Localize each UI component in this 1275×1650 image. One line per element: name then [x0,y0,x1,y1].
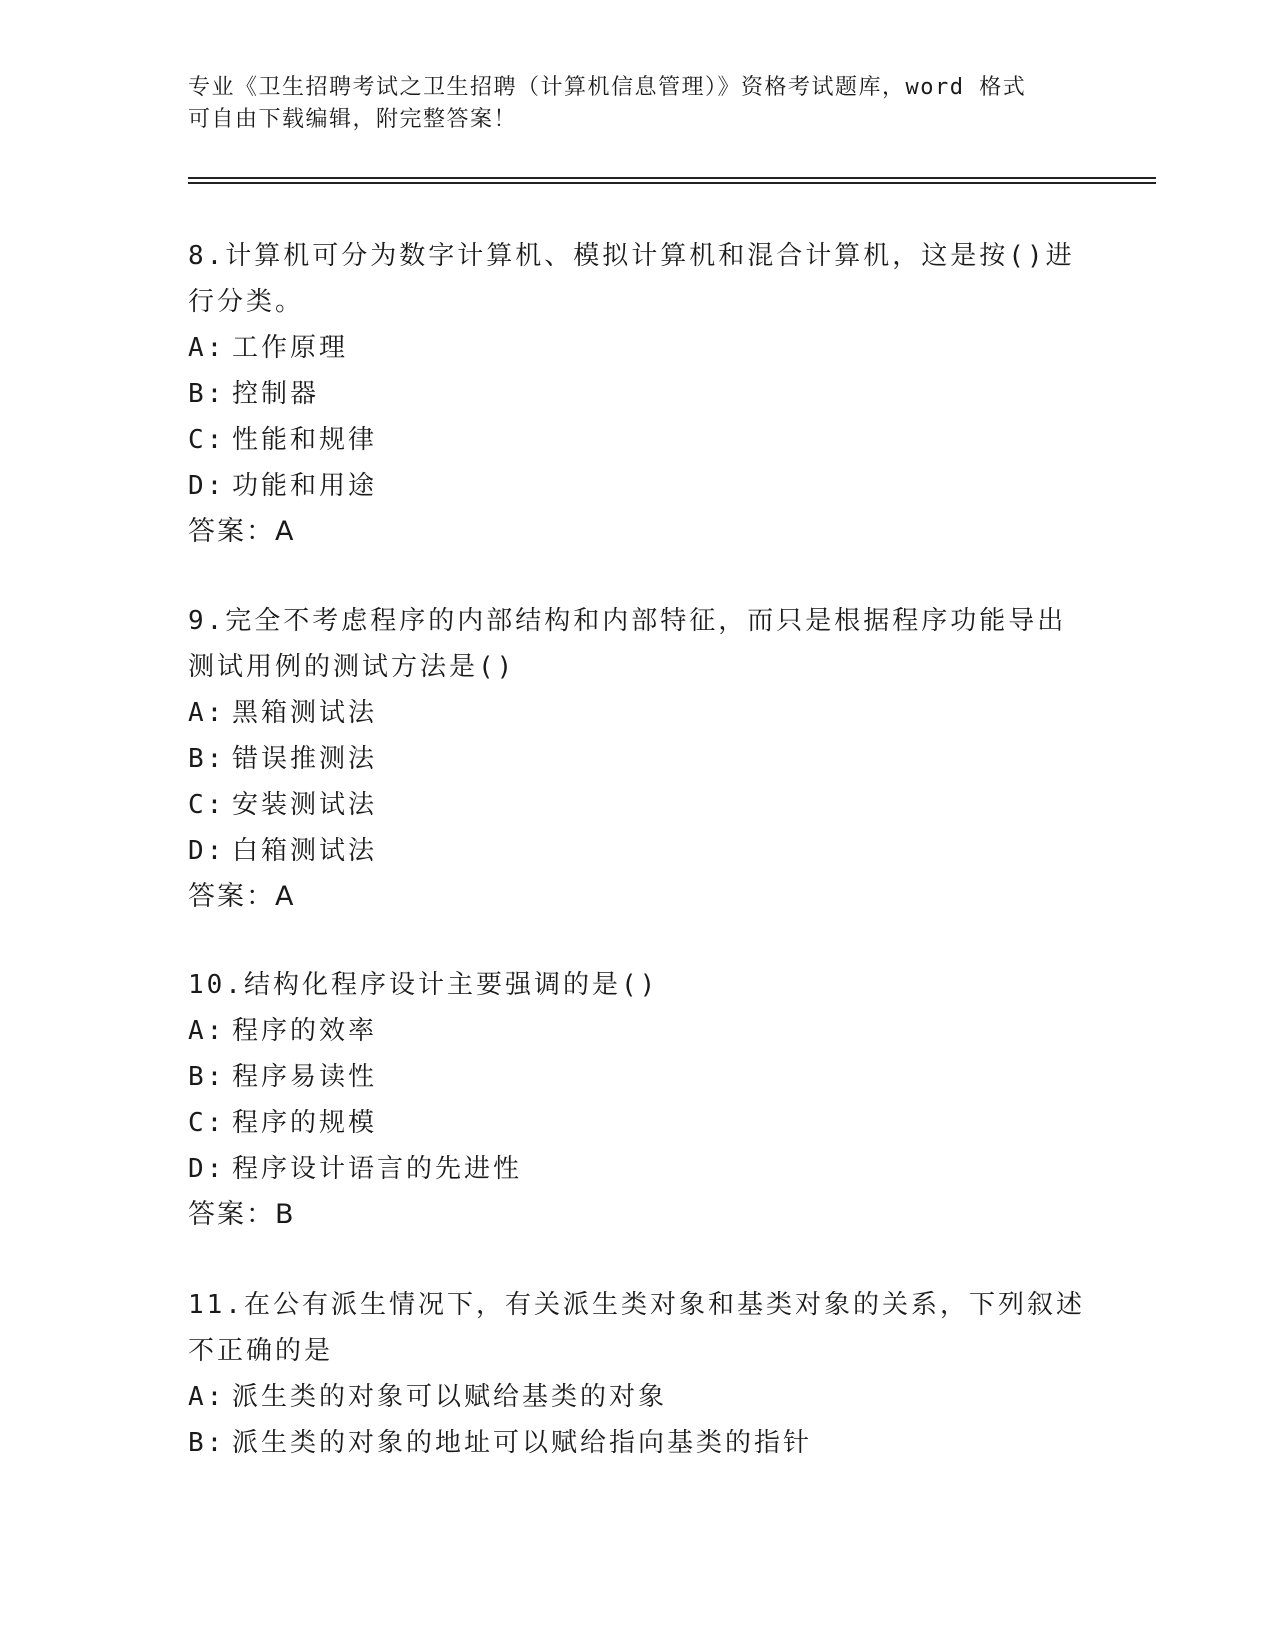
question-stem-line: 8.计算机可分为数字计算机、模拟计算机和混合计算机，这是按()进 [188,241,1075,271]
option-text: 派生类的对象的地址可以赋给指向基类的指针 [232,1428,813,1458]
option-a [188,1008,1088,1054]
question-stem-line: 不正确的是 [188,1336,334,1366]
option-a [188,325,1088,371]
question-stem [188,1282,1088,1374]
option-b [188,1420,1088,1466]
option-text: 错误推测法 [232,744,378,774]
question-11 [188,1282,1088,1466]
option-label: A: [188,1382,226,1412]
option-text: 程序设计语言的先进性 [232,1154,523,1184]
option-label: D: [188,836,226,866]
option-label: C: [188,790,226,820]
option-c [188,1100,1088,1146]
question-stem-line: 测试用例的测试方法是() [188,652,516,682]
option-label: B: [188,744,226,774]
answer-line: 答案：B [188,1199,296,1230]
option-label: D: [188,471,226,501]
option-label: C: [188,425,226,455]
option-text: 安装测试法 [232,790,378,820]
option-text: 性能和规律 [232,425,378,455]
question-stem-line: 10.结构化程序设计主要强调的是() [188,970,659,1000]
option-label: B: [188,1428,226,1458]
question-10 [188,962,1088,1238]
option-a [188,690,1088,736]
answer-line: 答案：A [188,516,296,547]
option-text: 工作原理 [232,333,349,363]
option-text: 程序的效率 [232,1016,378,1046]
option-a [188,1374,1088,1420]
option-label: A: [188,333,226,363]
option-label: C: [188,1108,226,1138]
question-8 [188,233,1088,555]
option-label: A: [188,698,226,728]
question-stem [188,598,1088,690]
option-text: 白箱测试法 [232,836,378,866]
option-label: B: [188,379,226,409]
option-text: 功能和用途 [232,471,378,501]
question-stem [188,962,1088,1008]
header-line-1: 专业《卫生招聘考试之卫生招聘（计算机信息管理）》资格考试题库，word 格式 [188,75,1027,100]
question-9 [188,598,1088,920]
option-text: 程序的规模 [232,1108,378,1138]
question-stem-line: 11.在公有派生情况下，有关派生类对象和基类对象的关系，下列叙述 [188,1290,1085,1320]
option-text: 控制器 [232,379,320,409]
option-c [188,417,1088,463]
option-label: D: [188,1154,226,1184]
option-c [188,782,1088,828]
header-divider-bottom [188,182,1156,184]
document-header [188,72,1068,136]
question-stem [188,233,1088,325]
question-stem-line: 9.完全不考虑程序的内部结构和内部特征，而只是根据程序功能导出 [188,606,1067,636]
option-text: 黑箱测试法 [232,698,378,728]
question-stem-line: 行分类。 [188,287,305,317]
option-text: 程序易读性 [232,1062,378,1092]
option-label: A: [188,1016,226,1046]
option-label: B: [188,1062,226,1092]
option-d [188,1146,1088,1192]
option-d [188,828,1088,874]
header-line-2: 可自由下载编辑，附完整答案！ [188,107,518,132]
option-b [188,1054,1088,1100]
answer-line: 答案：A [188,881,296,912]
option-text: 派生类的对象可以赋给基类的对象 [232,1382,668,1412]
option-d [188,463,1088,509]
header-divider-top [188,177,1156,179]
option-b [188,371,1088,417]
option-b [188,736,1088,782]
